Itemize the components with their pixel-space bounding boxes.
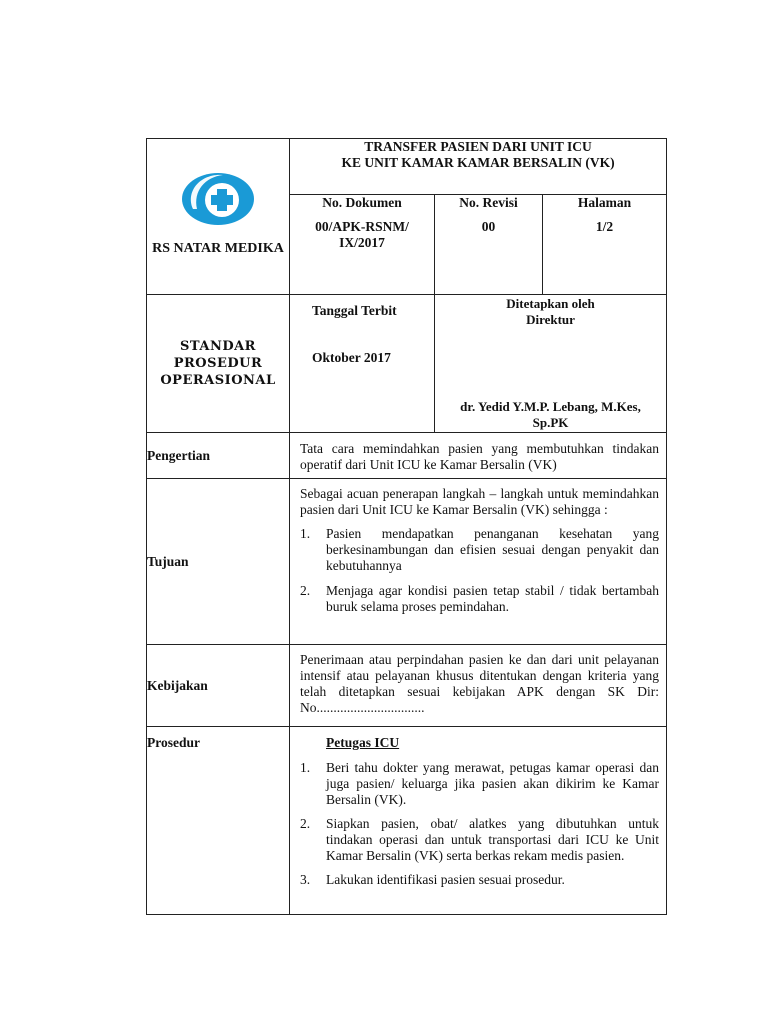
document-number-label: No. Dokumen <box>322 195 402 210</box>
prosedur-item: 2. Siapkan pasien, obat/ alatkes yang dibutuhkan untuk tindakan operasi dan untuk transportasi dari ICU ke Unit Kamar Bersalin (VK) serta berkas rekam medis pasien. <box>300 816 660 863</box>
tujuan-item: 2. Menjaga agar kondisi pasien tetap stabil / tidak bertambah buruk selama proses pemindahan. <box>300 583 660 614</box>
page-label: Halaman <box>577 195 632 210</box>
page-value: 1/2 <box>595 219 614 234</box>
pengertian-text: Tata cara memindahkan pasien yang membutuhkan tindakan operatif dari Unit ICU ke Kamar Bersalin (VK) <box>290 433 667 479</box>
sop-document <box>146 138 666 916</box>
hospital-name: RS NATAR MEDIKA <box>152 241 284 256</box>
tujuan-intro: Sebagai acuan penerapan langkah – langkah untuk memindahkan pasien dari Unit ICU ke Kamar Bersalin (VK) sehingga : <box>300 486 660 517</box>
issue-date-value: Oktober 2017 <box>312 350 391 365</box>
approved-by-role: Direktur <box>526 312 575 327</box>
prosedur-label: Prosedur <box>147 727 290 915</box>
issue-date-cell <box>290 295 435 433</box>
tujuan-list <box>300 526 659 615</box>
kebijakan-text: Penerimaan atau perpindahan pasien ke dan dari unit pelayanan intensif atau pelayanan khusus ditentukan dengan kriteria yang telah ditetapkan sesuai kebijakan APK dengan SK Dir: No................................ <box>290 645 667 727</box>
prosedur-content <box>290 727 667 915</box>
revision-label: No. Revisi <box>459 195 518 210</box>
approved-by-label: Ditetapkan oleh <box>506 296 595 311</box>
prosedur-item: 1. Beri tahu dokter yang merawat, petugas kamar operasi dan juga pasien/ keluarga jika pasien akan dikirim ke Kamar Bersalin (VK). <box>300 760 660 807</box>
sop-label-cell <box>147 295 290 433</box>
approval-cell <box>435 295 667 433</box>
prosedur-list <box>300 760 659 888</box>
tujuan-content <box>290 479 667 645</box>
prosedur-subheading: Petugas ICU <box>326 735 400 750</box>
document-number-value: 00/APK-RSNM/ IX/2017 <box>315 219 409 250</box>
sop-label: STANDAR PROSEDUR OPERASIONAL <box>160 339 276 388</box>
director-name: dr. Yedid Y.M.P. Lebang, M.Kes, Sp.PK <box>460 399 641 430</box>
medical-cross-logo-icon <box>179 169 257 227</box>
title-line-1: TRANSFER PASIEN DARI UNIT ICU <box>364 139 592 154</box>
title-line-2: KE UNIT KAMAR KAMAR BERSALIN (VK) <box>341 155 615 170</box>
kebijakan-label: Kebijakan <box>147 645 290 727</box>
issue-date-label: Tanggal Terbit <box>312 303 397 318</box>
revision-value: 00 <box>481 219 496 234</box>
page-cell <box>543 195 667 295</box>
sop-table <box>146 138 667 915</box>
tujuan-item: 1. Pasien mendapatkan penanganan kesehatan yang berkesinambungan dan efisien sesuai dengan penyakit dan kebutuhannya <box>300 526 660 573</box>
revision-cell <box>435 195 543 295</box>
document-number-cell <box>290 195 435 295</box>
hospital-cell <box>147 139 290 295</box>
document-title <box>290 139 667 195</box>
tujuan-label: Tujuan <box>147 479 290 645</box>
prosedur-item: 3. Lakukan identifikasi pasien sesuai prosedur. <box>300 872 565 887</box>
pengertian-label: Pengertian <box>147 433 290 479</box>
